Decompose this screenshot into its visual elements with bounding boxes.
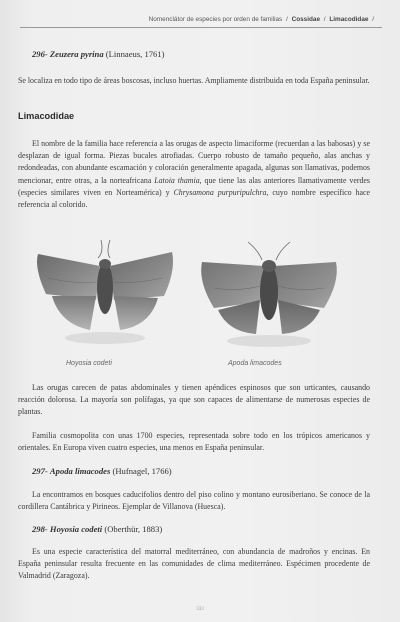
moth-image bbox=[196, 238, 342, 350]
species-number: 298- bbox=[32, 524, 48, 534]
species-author: (Hufnagel, 1766) bbox=[112, 466, 172, 476]
page-number: 333 bbox=[196, 607, 204, 612]
moth-photo-hoyosia-codeti bbox=[34, 238, 176, 350]
species-298-description: Es una especie característica del matorral mediterráneo, con abundancia de madroños y encinas. En España peninsular resulta frecuente en las comunidades de clima mediterráneo. Espécimen procedente de Valmadrid (Zaragoza). bbox=[18, 547, 370, 581]
header-separator: / bbox=[372, 16, 374, 23]
species-scientific-name: Apoda limacodes bbox=[49, 466, 111, 476]
species-author: (Linnaeus, 1761) bbox=[105, 49, 165, 59]
header-family-next: Limacodidae bbox=[329, 16, 369, 23]
species-mention-chrysamona: Chrysamona purpuripulchra bbox=[173, 187, 267, 197]
species-heading-296 bbox=[32, 49, 165, 59]
photo-caption-left: Hoyosia codeti bbox=[66, 360, 112, 367]
species-heading-298 bbox=[32, 524, 162, 534]
species-author: (Oberthür, 1883) bbox=[104, 524, 163, 534]
header-separator: / bbox=[323, 16, 326, 23]
family-paragraph-2: Las orugas carecen de patas abdominales y tienen apéndices espinosos que son urticantes, causando reacción dolorosa. La mayoría son polífagas, ya que son capaces de alimentarse de numerosas especies de plantas. bbox=[18, 383, 370, 417]
species-number: 296- bbox=[32, 49, 48, 59]
species-heading-297 bbox=[32, 466, 172, 476]
species-scientific-name: Zeuzera pyrina bbox=[49, 49, 104, 59]
header-family-current: Cossidae bbox=[291, 16, 321, 23]
family-text: , que tiene las alas anteriores llamativamente verdes (especies similares viven en Norteamérica) y bbox=[18, 175, 370, 197]
photo-caption-right: Apoda limacodes bbox=[228, 360, 282, 367]
family-paragraph-3: Familia cosmopolita con unas 1700 especies, representada sobre todo en los trópicos americanos y orientales. En Europa viven cuatro especies, una menos en España peninsular. bbox=[18, 431, 370, 453]
family-text: El nombre de la familia hace referencia a las orugas de aspecto limaciforme (recuerdan a las babosas) y se desplazan de igual forma. Piezas bucales atrofiadas. Cuerpo robusto de tamaño pequeño, alas anchas y redondeadas, con abundante escamación y coloración generalmente apagada, algunas son llamativas, podemos mencionar, entre otras, a la norteafricana bbox=[18, 139, 370, 185]
moth-photo-apoda-limacodes bbox=[196, 238, 342, 350]
species-mention-latoia: Latoia thamia bbox=[154, 175, 200, 185]
header-book-title: Nomenclátor de especies por orden de familias bbox=[148, 16, 283, 23]
family-heading: Limacodidae bbox=[18, 111, 75, 121]
species-296-description: Se localiza en todo tipo de áreas boscosas, incluso huertas. Ampliamente distribuida en toda España peninsular. bbox=[18, 76, 370, 85]
moth-image bbox=[34, 238, 176, 350]
species-scientific-name: Hoyosia codeti bbox=[49, 524, 103, 534]
header-rule bbox=[20, 27, 382, 28]
species-number: 297- bbox=[32, 466, 48, 476]
species-297-description: La encontramos en bosques caducifolios dentro del piso colino y montano eurosiberiano. Se conoce de la cordillera Cantábrica y Pirineos. Ejemplar de Villanova (Huesca). bbox=[18, 490, 370, 512]
running-header bbox=[149, 16, 376, 23]
family-text: , cuyo nombre específico hace referencia al colorido. bbox=[18, 187, 370, 210]
header-separator: / bbox=[286, 16, 288, 23]
family-paragraph-1 bbox=[18, 138, 370, 211]
